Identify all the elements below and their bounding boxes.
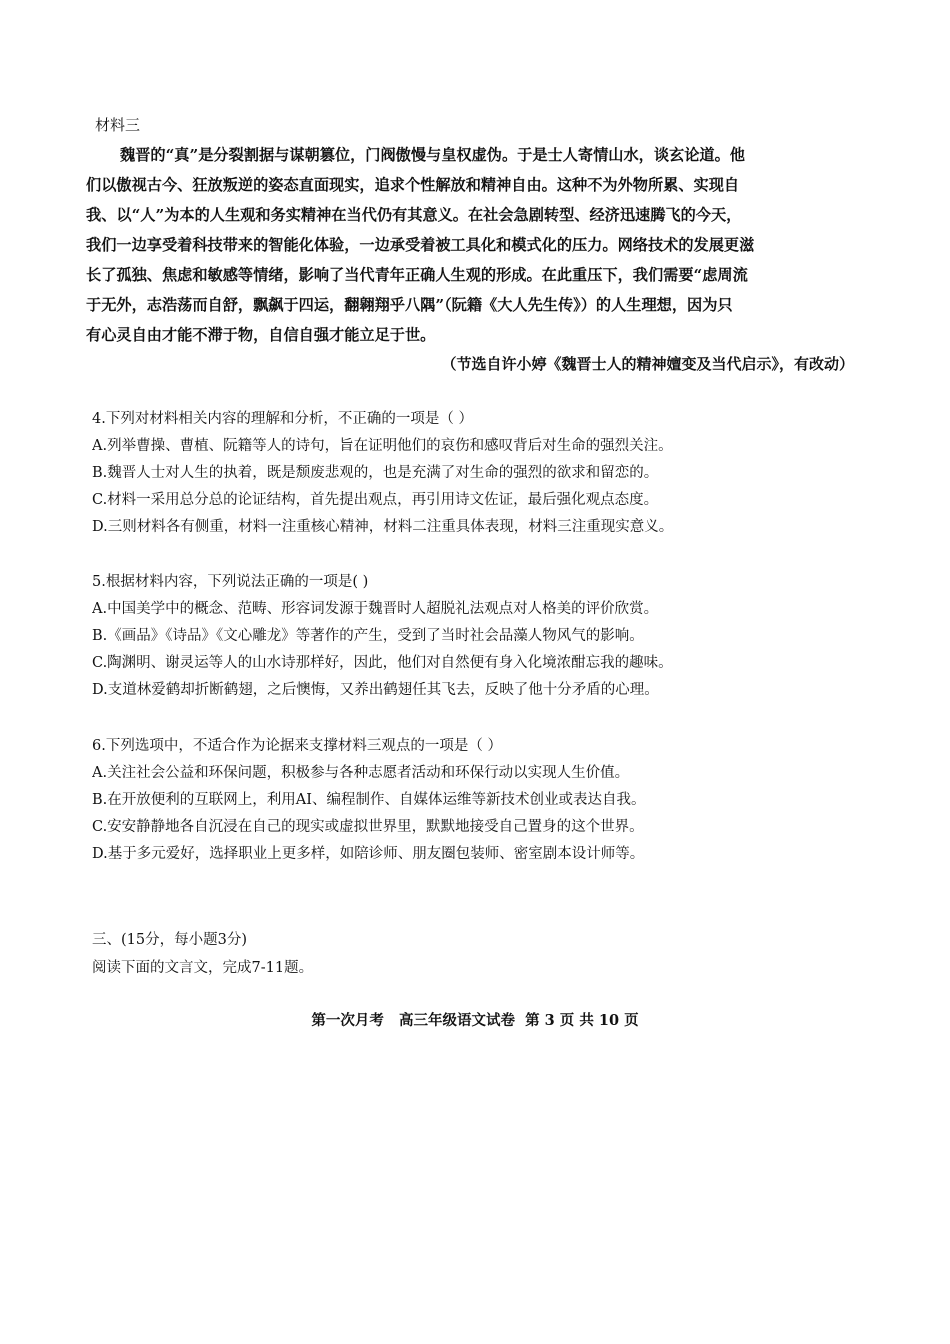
material3-line: 我、以“人”为本的人生观和务实精神在当代仍有其意义。在社会急剧转型、经济迅速腾飞的今天， <box>86 206 742 224</box>
section-3-instruction: 阅读下面的文言文，完成7-11题。 <box>92 960 314 976</box>
material3-line: 们以傲视古今、狂放叛逆的姿态直面现实，追求个性解放和精神自由。这种不为外物所累、实现自 <box>86 176 740 194</box>
material3-line: 魏晋的“真”是分裂割据与谋朝篡位，门阀傲慢与皇权虚伪。于是士人寄情山水，谈玄论道。他 <box>120 146 745 164</box>
question-5 <box>92 569 872 704</box>
option-a: A.列举曹操、曹植、阮籍等人的诗句，旨在证明他们的哀伤和感叹背后对生命的强烈关注。 <box>92 438 673 454</box>
option-c: C.材料一采用总分总的论证结构，首先提出观点，再引用诗文佐证，最后强化观点态度。 <box>92 492 659 508</box>
material3-line: 我们一边享受着科技带来的智能化体验，一边承受着被工具化和模式化的压力。网络技术的发展更滋 <box>86 236 755 254</box>
material3-body <box>86 140 866 350</box>
question-stem: 5.根据材料内容，下列说法正确的一项是( ) <box>92 574 369 590</box>
option-b: B.《画品》《诗品》《文心雕龙》等著作的产生，受到了当时社会品藻人物风气的影响。 <box>92 628 644 644</box>
question-stem: 4.下列对材料相关内容的理解和分析，不正确的一项是（ ） <box>92 411 473 427</box>
option-a: A.关注社会公益和环保问题，积极参与各种志愿者活动和环保行动以实现人生价值。 <box>92 765 630 781</box>
question-4 <box>92 406 872 541</box>
option-b: B.在开放便利的互联网上，利用AI、编程制作、自媒体运维等新技术创业或表达自我。 <box>92 792 646 808</box>
option-d: D.支道林爱鹤却折断鹤翅，之后懊悔，又养出鹤翅任其飞去，反映了他十分矛盾的心理。 <box>92 682 659 698</box>
option-a: A.中国美学中的概念、范畴、形容词发源于魏晋时人超脱礼法观点对人格美的评价欣赏。 <box>92 601 659 617</box>
option-b: B.魏晋人士对人生的执着，既是颓废悲观的，也是充满了对生命的强烈的欲求和留恋的。 <box>92 465 659 481</box>
material3-title: 材料三 <box>95 116 141 134</box>
option-d: D.三则材料各有侧重，材料一注重核心精神，材料二注重具体表现，材料三注重现实意义。 <box>92 519 674 535</box>
section-3 <box>92 926 872 982</box>
question-stem: 6.下列选项中，不适合作为论据来支撑材料三观点的一项是（ ） <box>92 738 502 754</box>
question-6 <box>92 733 872 868</box>
material3-line: 于无外，志浩荡而自舒，飘飙于四运，翻翱翔乎八隅”（阮籍《大人先生传》）的人生理想，因为只 <box>86 296 733 314</box>
material3-source: （节选自许小婷《魏晋士人的精神嬗变及当代启示》，有改动） <box>441 355 854 373</box>
page-footer: 第一次月考 高三年级语文试卷 第 3 页 共 10 页 <box>311 1012 639 1029</box>
option-c: C.安安静静地各自沉浸在自己的现实或虚拟世界里，默默地接受自己置身的这个世界。 <box>92 819 644 835</box>
option-d: D.基于多元爱好，选择职业上更多样，如陪诊师、朋友圈包装师、密室剧本设计师等。 <box>92 846 645 862</box>
section-3-heading: 三、(15分，每小题3分) <box>92 932 247 948</box>
material3-line: 有心灵自由才能不滞于物，自信自强才能立足于世。 <box>86 326 436 344</box>
option-c: C.陶渊明、谢灵运等人的山水诗那样好，因此，他们对自然便有身入化境浓酣忘我的趣味。 <box>92 655 673 671</box>
material3-line: 长了孤独、焦虑和敏感等情绪，影响了当代青年正确人生观的形成。在此重压下，我们需要“虑周流 <box>86 266 748 284</box>
